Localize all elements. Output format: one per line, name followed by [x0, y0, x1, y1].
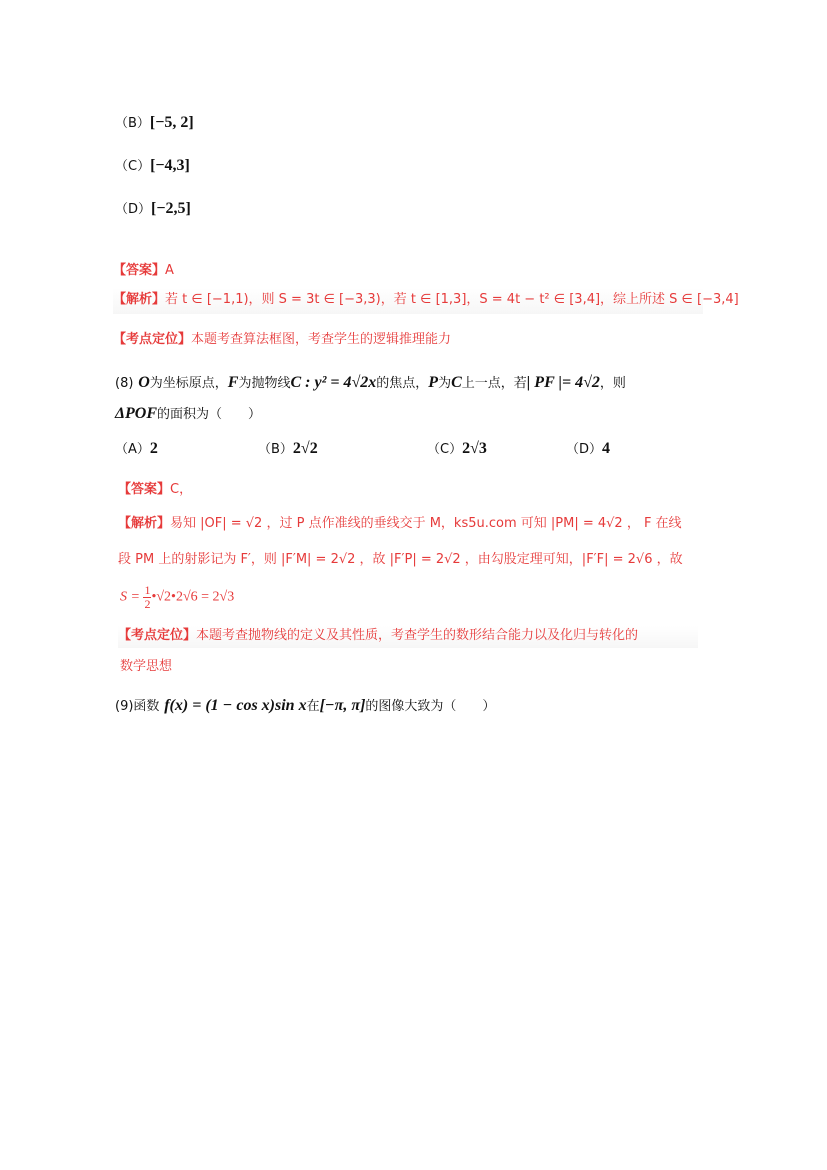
option-value: [−2,5]: [151, 200, 191, 217]
question-number: (9): [115, 699, 134, 714]
area-lhs: S =: [120, 589, 140, 605]
area-rhs: •√2•2√6 = 2√3: [151, 589, 235, 605]
answer-tag: 【答案】: [113, 263, 166, 278]
math-P: P: [428, 374, 439, 391]
stem-text: 为坐标原点，: [149, 376, 228, 391]
option-label: （A）: [115, 442, 150, 457]
point-text: 数学思想: [120, 659, 173, 674]
option-value: 2√3: [462, 440, 487, 457]
q8-option-d: [566, 438, 610, 460]
stem-text: 的焦点，: [376, 376, 429, 391]
q8-option-a: [115, 438, 158, 460]
stem-text: 在: [306, 699, 320, 714]
q7-analysis: [113, 288, 739, 314]
stem-text: 的图像大致为（ ）: [365, 699, 496, 714]
q8-answer: [118, 478, 192, 497]
fraction-denominator: 2: [144, 597, 151, 611]
analysis-text: 段 PM 上的射影记为 F′，则 |F′M| = 2√2 ，故 |F′P| = 2√2 ，由勾股定理可知，|F′F| = 2√6 ，故: [118, 552, 683, 567]
option-b: [115, 112, 194, 134]
analysis-text: 若 t ∈ [−1,1)，则 S = 3t ∈ [−3,3)，若 t ∈ [1,3]，S = 4t − t² ∈ [3,4]，综上所述 S ∈ [−3,4]: [165, 292, 739, 307]
answer-value: C，: [170, 482, 193, 497]
option-value: [−4,3]: [150, 157, 190, 174]
stem-text: 为: [438, 376, 452, 391]
point-text: 本题考查抛物线的定义及其性质，考查学生的数形结合能力以及化归与转化的: [196, 628, 639, 643]
interval: [−π, π]: [319, 697, 366, 714]
answer-value: A: [165, 263, 174, 278]
option-label: （D）: [115, 202, 152, 217]
option-value: [−5, 2]: [149, 114, 194, 131]
option-label: （B）: [258, 442, 293, 457]
q9-stem: [115, 695, 495, 717]
q8-analysis-line2: [118, 548, 683, 567]
q8-point: [118, 626, 698, 648]
pf-length: | PF |= 4√2: [526, 374, 600, 391]
stem-text: 函数: [133, 699, 160, 714]
q7-point: [113, 328, 451, 347]
analysis-tag: 【解析】: [118, 516, 171, 531]
stem-text: ，则: [599, 376, 626, 391]
q8-stem-line2: [115, 403, 261, 425]
answer-tag: 【答案】: [118, 482, 171, 497]
option-label: （D）: [566, 442, 603, 457]
option-label: （C）: [427, 442, 463, 457]
math-C: C: [451, 374, 462, 391]
option-c: [115, 155, 190, 177]
point-tag: 【考点定位】: [118, 628, 197, 643]
q8-stem-line1: [115, 372, 626, 394]
stem-text: 上一点，若: [461, 376, 527, 391]
q8-option-b: [258, 438, 318, 460]
q8-point-line2: [120, 655, 172, 674]
question-number: (8): [115, 376, 134, 391]
q7-answer: [113, 259, 174, 278]
analysis-tag: 【解析】: [113, 292, 166, 307]
analysis-text: 易知 |OF| = √2 ，过 P 点作准线的垂线交于 M，ks5u.com 可知 |PM| = 4√2 ， F 在线: [170, 516, 682, 531]
q8-option-c: [427, 438, 487, 460]
function-formula: f(x) = (1 − cos x)sin x: [164, 697, 307, 714]
option-label: （C）: [115, 159, 151, 174]
option-value: 2: [149, 440, 158, 457]
stem-text: 的面积为（ ）: [157, 407, 262, 422]
parabola-equation: C : y² = 4√2x: [290, 374, 377, 391]
option-value: 4: [602, 440, 611, 457]
math-F: F: [227, 374, 239, 391]
option-d: [115, 198, 191, 220]
point-text: 本题考查算法框图，考查学生的逻辑推理能力: [191, 332, 452, 347]
q8-analysis-line1: [118, 512, 682, 531]
fraction-numerator: 1: [144, 583, 151, 597]
option-label: （B）: [115, 116, 150, 131]
stem-text: 为抛物线: [238, 376, 291, 391]
math-O: O: [138, 374, 150, 391]
point-tag: 【考点定位】: [113, 332, 192, 347]
option-value: 2√2: [292, 440, 318, 457]
q8-area-formula: [120, 584, 234, 611]
triangle-POF: ΔPOF: [115, 405, 158, 422]
